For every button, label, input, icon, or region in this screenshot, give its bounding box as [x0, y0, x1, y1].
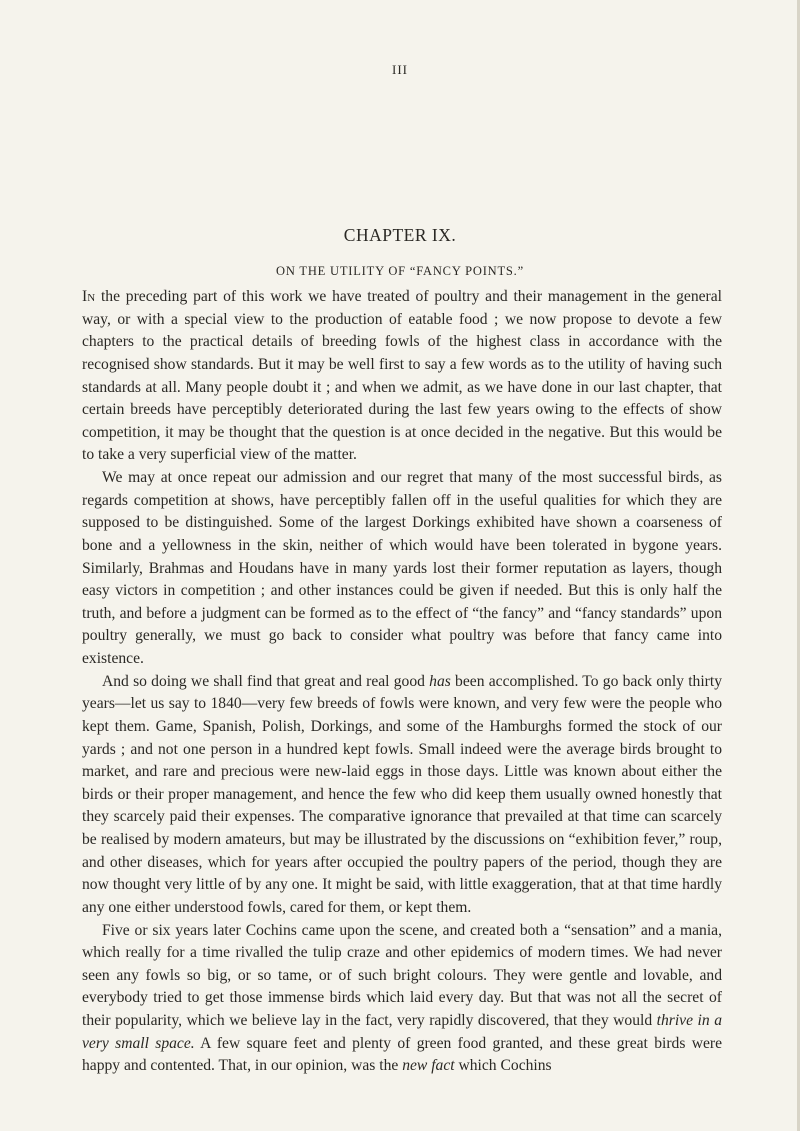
text-segment: A few square feet and plenty of green food granted, and these great birds were happy and contented. That, in our opinion, was the	[82, 1034, 722, 1075]
paragraph	[82, 671, 722, 920]
text-segment: which Cochins	[454, 1057, 552, 1075]
text-segment: And so doing we shall find that great and real good	[102, 672, 430, 690]
italic-text-segment: new fact	[402, 1057, 455, 1075]
paragraph	[82, 286, 722, 467]
italic-text-segment: has	[429, 672, 451, 690]
text-segment: the preceding part of this work we have treated of poultry and their management in the general way, or with a special view to the production of eatable food ; we now propose to devote a few chapters to the practical details of breeding fowls of the highest class in accordance with the recognised show standards. But it may be well first to say a few words as to the utility of having such standards at all. Many people doubt it ; and when we admit, as we have done in our last chapter, that certain breeds have perceptibly deteriorated during the last few years owing to the effects of show competition, it may be thought that the question is at once decided in the negative. But this would be to take a very superficial view of the matter.	[82, 288, 722, 464]
text-segment: Five or six years later Cochins came upon the scene, and created both a “sensation” and a mania, which really for a time rivalled the tulip craze and other epidemics of modern times. We had never seen any fowls so big, or so tame, or of such bright colours. They were gentle and lovable, and everybody tried to get those immense birds which laid every day. But that was not all the secret of their popularity, which we believe lay in the fact, very rapidly discovered, that they would	[82, 921, 722, 1029]
text-segment: been accomplished. To go back only thirty years—let us say to 1840—very few breeds of fowls were known, and very few were the people who kept them. Game, Spanish, Polish, Dorkings, and some of the Hamburghs formed the stock of our yards ; and not one person in a hundred kept fowls. Small indeed were the average birds brought to market, and rare and precious were new-laid eggs in those days. Little was known about either the birds or their proper management, and hence the few who did keep them usually owned honestly that they scarcely paid their expenses. The comparative ignorance that prevailed at that time can scarcely be realised by modern amateurs, but may be illustrated by the discussions on “exhibition fever,” roup, and other diseases, which for years after occupied the poultry papers of the period, though they are now thought very little of by any one. It might be said, with little exaggeration, that at that time hardly any one either understood fowls, cared for them, or kept them.	[82, 672, 722, 916]
drop-cap-word: In	[82, 288, 96, 305]
paragraph	[82, 920, 722, 1078]
italic-text-segment: thrive in a very small space.	[82, 1012, 722, 1052]
page-number: III	[392, 62, 408, 77]
paragraph	[82, 467, 722, 671]
body-text	[82, 286, 722, 1078]
chapter-title: CHAPTER IX.	[343, 225, 457, 245]
text-segment: We may at once repeat our admission and our regret that many of the most successful birds, as regards competition at shows, have perceptibly fallen off in the useful qualities for which they are supposed to be distinguished. Some of the largest Dorkings exhibited have shown a coarseness of bone and a yellowness in the skin, neither of which would have been tolerated in bygone years. Similarly, Brahmas and Houdans have in many yards lost their former reputation as layers, though easy victors in competition ; and other instances could be given if needed. But this is only half the truth, and before a judgment can be formed as to the effect of “the fancy” and “fancy standards” upon poultry generally, we must go back to consider what poultry was before that fancy came into existence.	[82, 469, 722, 667]
chapter-subtitle: ON THE UTILITY OF “FANCY POINTS.”	[276, 264, 524, 278]
